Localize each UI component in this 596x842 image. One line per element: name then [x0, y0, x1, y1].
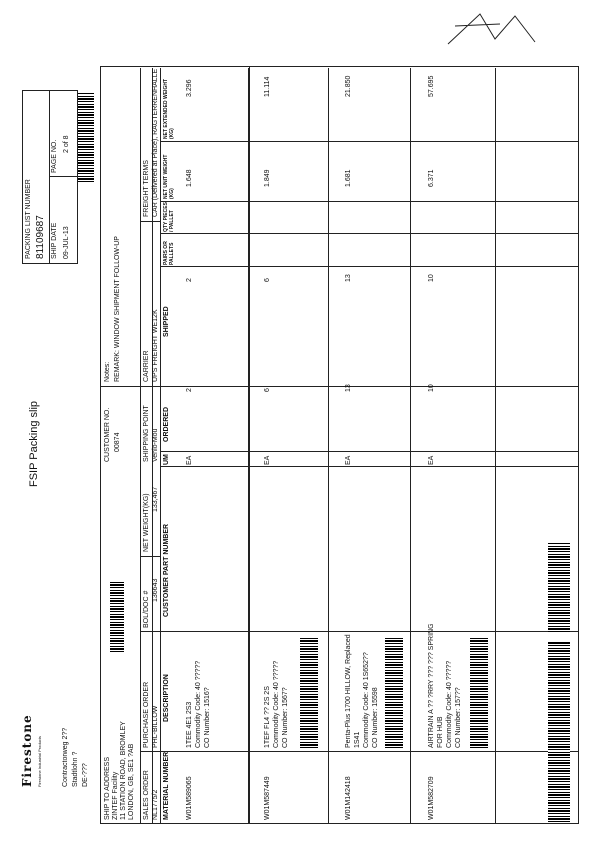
ordered: 2 [186, 388, 193, 392]
ship-to-line-1: ZINTEF Facility [112, 771, 119, 820]
ordered: 6 [264, 388, 271, 392]
ship-to-line-2: 11 STATION ROAD, BROMLEY [120, 721, 127, 820]
ordered: 10 [428, 384, 435, 392]
material-number: W01M142418 [345, 776, 352, 820]
col-qty: QTY PIECES / PALLET [163, 202, 175, 232]
um: EA [428, 455, 435, 465]
material-number: W01M589065 [186, 776, 193, 820]
shipped: 10 [428, 274, 435, 282]
ext-weight: 3.296 [186, 79, 193, 97]
row-barcode [300, 638, 318, 748]
um: EA [345, 455, 352, 465]
description-line: CO Number: 1567? [282, 687, 289, 748]
description-line: Commodity Code: 40 1S652?? [363, 652, 370, 748]
description-line: CO Number: 1516? [204, 687, 211, 748]
carrier: UPS FREIGHT WE12K [152, 309, 159, 382]
description-line: 1TEE 4E1 2S3 [186, 701, 193, 748]
packing-list-number: 81109687 [35, 215, 46, 259]
col-shipped: SHIPPED [163, 306, 170, 337]
description-line: Penta-Plus 1700 HILLOW, Replaced [345, 634, 352, 748]
freight-label: FREIGHT TERMS [143, 160, 150, 217]
description-line: Commodity Code: 40 ????? [273, 660, 280, 748]
net-weight: 133,467 [152, 486, 159, 512]
material-number: W01M582709 [428, 776, 435, 820]
unit-weight: 6.371 [428, 169, 435, 187]
um: EA [264, 455, 271, 465]
description-line: CO Number: 15598 [372, 687, 379, 748]
carrier-label: CARRIER [143, 350, 150, 382]
customer-no-label: CUSTOMER NO. [104, 407, 111, 462]
header-box [100, 66, 250, 824]
freight-terms: CAR (Delivered at Place), RAGTERRENHALLE [152, 68, 159, 217]
page-title: FSIP Packing slip [28, 400, 40, 487]
col-unit-weight: NET UNIT WEIGHT (KG) [163, 154, 175, 199]
company-address-1: Contractorweg 2?? [62, 727, 69, 787]
col-customer-part: CUSTOMER PART NUMBER [163, 523, 170, 617]
bol-label: BOL/DOC # [143, 590, 150, 628]
sales-order-label: SALES ORDER [143, 770, 150, 820]
ship-date: 09-JUL-13 [63, 226, 70, 259]
col-material: MATERIAL NUMBER [163, 751, 170, 820]
shipped: 13 [345, 274, 352, 282]
description-line: FOR HUB [437, 716, 444, 748]
ext-weight: 21.850 [345, 75, 352, 97]
unit-weight: 1.648 [186, 169, 193, 187]
col-ordered: ORDERED [163, 406, 170, 442]
ship-date-label: SHIP DATE [51, 222, 58, 259]
packing-list-box [22, 90, 78, 264]
table-body [248, 66, 579, 824]
ship-to-label: SHIP TO ADDRESS [104, 756, 111, 820]
shipping-point: Venlo-Mou [152, 428, 159, 462]
ship-to-line-3: LONDON, GB, SE1 ?AB [128, 743, 135, 820]
description-line: 1S41 [354, 731, 361, 748]
company-logo: Firestone [20, 714, 34, 787]
footer-barcode [548, 542, 570, 632]
unit-weight: 1.681 [345, 169, 352, 187]
notes-text: REMARK: WINDOW SHIPMENT FOLLOW-UP [114, 236, 121, 382]
net-weight-label: NET WEIGHT(KG) [143, 493, 150, 552]
description-line: Commodity Code: 40 ????? [446, 660, 453, 748]
material-number: W01M587449 [264, 776, 271, 820]
ext-weight: 11.114 [264, 76, 271, 97]
col-pallets: PAIRS OR PALLETS [163, 241, 175, 265]
col-ext-weight: NET EXTENDED WEIGHT (KG) [163, 78, 175, 139]
customer-no: 00874 [114, 432, 121, 452]
sales-order: NL1775/2 [152, 789, 159, 820]
packing-list-label: PACKING LIST NUMBER [25, 179, 32, 259]
page-number: 2 of 8 [63, 135, 70, 153]
company-address-3: DE-??? [82, 763, 89, 787]
ordered: 13 [345, 384, 352, 392]
col-description: DESCRIPTION [163, 674, 170, 722]
ext-weight: 57.695 [428, 75, 435, 97]
col-um: UM [163, 454, 170, 465]
company-subtitle: Firestone Industrial Products [37, 736, 42, 787]
row-barcode [385, 638, 403, 748]
row-barcode [470, 638, 488, 748]
row-barcode [110, 582, 124, 652]
po-number: PHL-BILLOW [152, 705, 159, 748]
description-line: AIRTRAIN A ?? ?RRY ??? ??? SPRING [428, 623, 435, 748]
notes-label: Notes: [104, 361, 111, 382]
company-address-2: Stadtlohn ? [72, 751, 79, 787]
shipped: 2 [186, 278, 193, 282]
po-label: PURCHASE ORDER [143, 681, 150, 748]
shipping-point-label: SHIPPING POINT [143, 405, 150, 462]
signature [440, 4, 545, 54]
footer-barcode [548, 642, 570, 822]
bol-number: 136643 [152, 578, 159, 602]
unit-weight: 1.849 [264, 169, 271, 187]
description-line: 1TEF FL4 ?? 2S 2S [264, 686, 271, 748]
packing-list-barcode [78, 92, 94, 182]
page-label: PAGE NO. [51, 139, 58, 173]
shipped: 6 [264, 278, 271, 282]
description-line: Commodity Code: 40 ????? [195, 660, 202, 748]
description-line: CO Number: 157?? [455, 687, 462, 748]
um: EA [186, 455, 193, 465]
